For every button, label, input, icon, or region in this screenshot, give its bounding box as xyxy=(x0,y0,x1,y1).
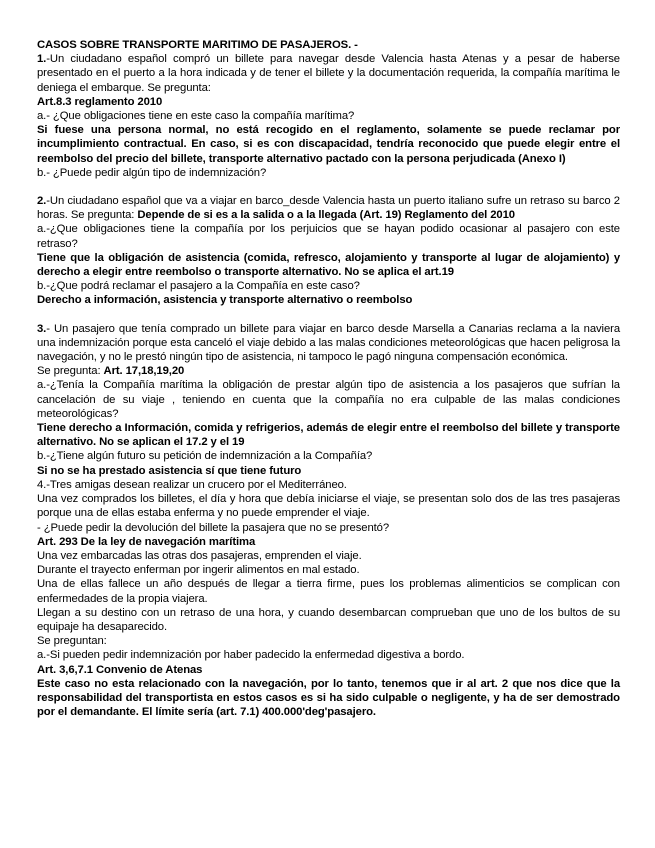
case2-answer-a: Tiene que la obligación de asistencia (comida, refresco, alojamiento y transporte al lugar de alojamiento) y derecho a elegir entre reembolso o transporte alternativo. No se aplica el art.19 xyxy=(37,251,620,279)
case1-question-a: a.- ¿Que obligaciones tiene en este caso la compañía marítima? xyxy=(37,110,355,123)
document-title: CASOS SOBRE TRANSPORTE MARITIMO DE PASAJEROS. - xyxy=(37,39,358,51)
case3-text: - Un pasajero que tenía comprado un billete para viajar en barco desde Marsella a Canarias reclama a la naviera una indemnización porque esta canceló el viaje debido a las malas condiciones meteorológicas que hacen peligrosa la navegación, y no le prestó ningún tipo de asistencia, ni tampoco le pagó ninguna compensación económica. xyxy=(37,322,620,364)
case4-reference-2: Art. 3,6,7.1 Convenio de Atenas xyxy=(37,663,203,676)
case4-answer-a: Este caso no esta relacionado con la navegación, por lo tanto, tenemos que ir al art. 2 que nos dice que la responsabilidad del transportista en estos casos es si ha sido culpable o negligente, y ha de ser demostrado por el demandante. El límite sería (art. 7.1) 400.000'deg'pasajero. xyxy=(37,677,620,719)
case3-number: 3. xyxy=(37,322,47,335)
case3-reference: Art. 17,18,19,20 xyxy=(103,365,185,378)
case1-statement xyxy=(37,52,620,95)
case2-statement xyxy=(37,194,620,222)
case4-intro: 4.-Tres amigas desean realizar un crucero por el Mediterráneo. xyxy=(37,478,347,491)
case3-question-b: b.-¿Tiene algún futuro su petición de indemnización a la Compañía? xyxy=(37,450,373,463)
case3-answer-b: Si no se ha prestado asistencia sí que tiene futuro xyxy=(37,464,302,477)
case2-answer-b: Derecho a información, asistencia y transporte alternativo o reembolso xyxy=(37,294,413,307)
case3-statement xyxy=(37,322,620,365)
case3-question-a: a.-¿Tenía la Compañía marítima la obligación de prestar algún tipo de asistencia a los pasajeros que sufrían la cancelación de su viaje , teniendo en cuenta que la compañía no era culpable de las malas condiciones meteorológicas? xyxy=(37,379,620,420)
case4-paragraph-5: Llegan a su destino con un retraso de una hora, y cuando desembarcan comprueban que uno de los bultos de su equipaje ha desaparecido. xyxy=(37,606,620,633)
case4-reference-1: Art. 293 De la ley de navegación marítima xyxy=(37,535,256,548)
case2-number: 2. xyxy=(37,195,47,208)
case1-answer-a: Si fuese una persona normal, no está recogido en el reglamento, solamente se puede reclamar por incumplimiento contractual. En caso, si es con discapacidad, tendría reconocido que puede elegir entre el reembolso del precio del billete, transporte alternativo pactado con la persona perjudicada (Anexo I) xyxy=(37,124,620,165)
case4-question-a: a.-Si pueden pedir indemnización por haber padecido la enfermedad digestiva a bordo. xyxy=(37,649,465,662)
case4-paragraph-1: Una vez comprados los billetes, el día y hora que debía iniciarse el viaje, se presentan solo dos de las tres pasajeras porque una de ellas estaba enferma y no puede emprender el viaje. xyxy=(37,493,620,520)
case2-text: -Un ciudadano español que va a viajar en barco_desde Valencia hasta un puerto italiano sufre un retraso su barco 2 horas. Se pregunta: xyxy=(37,195,620,222)
case2-reference: Depende de si es a la salida o a la llegada (Art. 19) Reglamento del 2010 xyxy=(137,209,515,222)
case1-reference: Art.8.3 reglamento 2010 xyxy=(37,95,163,108)
case4-paragraph-2: Una vez embarcadas las otras dos pasajeras, emprenden el viaje. xyxy=(37,549,362,562)
document-page xyxy=(37,38,620,719)
case2-question-a: a.-¿Que obligaciones tiene la compañía por los perjuicios que se hayan podido ocasionar al pasajero con este retraso? xyxy=(37,223,620,250)
case3-ask xyxy=(37,364,620,378)
case4-paragraph-4: Una de ellas fallece un año después de llegar a tierra firme, pues los problemas alimenticios se complican con enfermedades de la propia viajera. xyxy=(37,578,620,605)
case1-question-b: b.- ¿Puede pedir algún tipo de indemnización? xyxy=(37,166,267,179)
case4-question-1: - ¿Puede pedir la devolución del billete la pasajera que no se presentó? xyxy=(37,521,390,534)
case1-text: -Un ciudadano español compró un billete para navegar desde Valencia hasta Atenas y a pesar de haberse presentado en el puerto a la hora indicada y de tener el billete y la documentación requerida, la compañía marítima le deniega el embarque. Se pregunta: xyxy=(37,53,620,94)
case2-question-b: b.-¿Que podrá reclamar el pasajero a la Compañía en este caso? xyxy=(37,280,360,293)
case3-answer-a: Tiene derecho a Información, comida y refrigerios, además de elegir entre el reembolso del billete y transporte alternativo. No se aplican el 17.2 y el 19 xyxy=(37,422,620,449)
case4-ask: Se preguntan: xyxy=(37,635,107,648)
case4-paragraph-3: Durante el trayecto enferman por ingerir alimentos en mal estado. xyxy=(37,564,360,577)
case3-ask-label: Se pregunta: xyxy=(37,365,104,378)
case1-number: 1. xyxy=(37,53,47,66)
